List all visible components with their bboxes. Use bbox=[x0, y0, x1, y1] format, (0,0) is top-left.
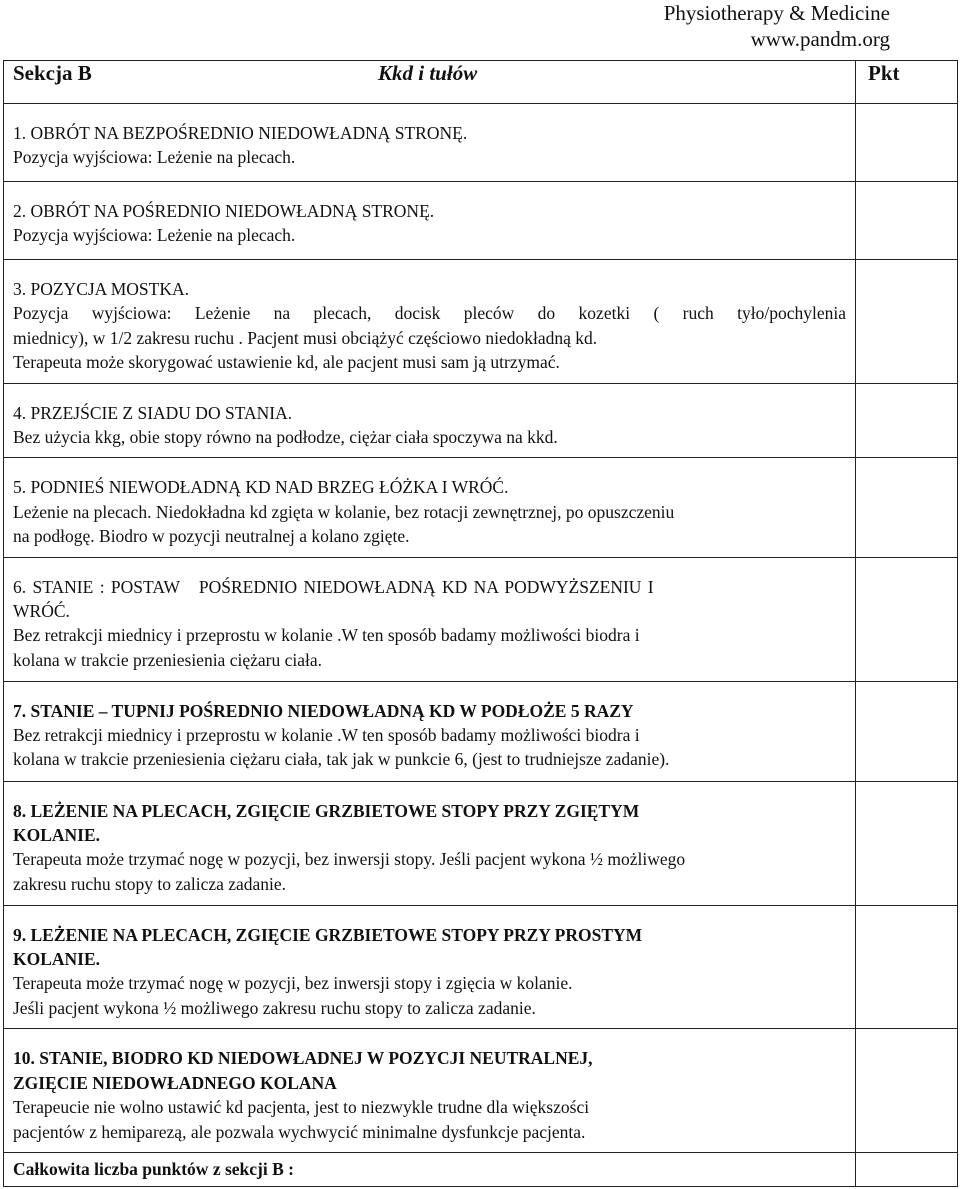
table-row bbox=[4, 1029, 958, 1153]
section-b-score-table bbox=[3, 60, 958, 1187]
points-header: Pkt bbox=[856, 61, 958, 104]
points-cell[interactable] bbox=[856, 383, 958, 458]
points-cell[interactable] bbox=[856, 557, 958, 681]
item-description-line: Pozycja wyjściowa: Leżenie na plecach, docisk pleców do kozetki ( ruch tyło/pochylenia bbox=[13, 303, 846, 324]
item-description: Pozycja wyjściowa: Leżenie na plecach. bbox=[13, 147, 296, 168]
item-description-line: Bez retrakcji miednicy i przeprostu w kolanie .W ten sposób badamy możliwości biodra i bbox=[13, 625, 640, 646]
item-description-line: na podłogę. Biodro w pozycji neutralnej a kolano zgięte. bbox=[13, 526, 410, 547]
item-cell bbox=[4, 905, 856, 1029]
total-label: Całkowita liczba punktów z sekcji B : bbox=[4, 1153, 856, 1187]
item-title: 2. OBRÓT NA POŚREDNIO NIEDOWŁADNĄ STRONĘ. bbox=[13, 201, 435, 221]
total-row bbox=[4, 1153, 958, 1187]
item-cell bbox=[4, 182, 856, 260]
item-cell bbox=[4, 1029, 856, 1153]
item-title: 4. PRZEJŚCIE Z SIADU DO STANIA. bbox=[13, 402, 293, 423]
item-description: Bez użycia kkg, obie stopy równo na podłodze, ciężar ciała spoczywa na kkd. bbox=[13, 427, 558, 448]
total-points-cell[interactable] bbox=[856, 1153, 958, 1187]
table-row bbox=[4, 383, 958, 458]
item-cell bbox=[4, 781, 856, 905]
table-row bbox=[4, 905, 958, 1029]
page-header bbox=[664, 0, 890, 52]
table-row bbox=[4, 781, 958, 905]
item-title: 6. STANIE : POSTAW POŚREDNIO NIEDOWŁADNĄ KD NA PODWYŻSZENIU I bbox=[13, 576, 654, 597]
item-description-line: Terapeuta może skorygować ustawienie kd, ale pacjent musi sam ją utrzymać. bbox=[13, 352, 560, 373]
table-row bbox=[4, 260, 958, 384]
table-row bbox=[4, 681, 958, 781]
item-description-line: Terapeucie nie wolno ustawić kd pacjenta, jest to niezwykle trudne dla większości bbox=[13, 1097, 590, 1118]
header-website: www.pandm.org bbox=[750, 27, 890, 51]
item-title-continued: ZGIĘCIE NIEDOWŁADNEGO KOLANA bbox=[13, 1072, 337, 1093]
item-cell bbox=[4, 104, 856, 182]
item-description-line: Jeśli pacjent wykona ½ możliwego zakresu ruchu stopy to zalicza zadanie. bbox=[13, 997, 536, 1018]
item-description-line: Terapeuta może trzymać nogę w pozycji, bez inwersji stopy. Jeśli pacjent wykona ½ możliwego bbox=[13, 849, 686, 870]
item-cell bbox=[4, 260, 856, 384]
item-cell bbox=[4, 383, 856, 458]
item-description-line: Bez retrakcji miednicy i przeprostu w kolanie .W ten sposób badamy możliwości biodra i bbox=[13, 725, 640, 746]
table-row bbox=[4, 182, 958, 260]
table-row bbox=[4, 557, 958, 681]
points-cell[interactable] bbox=[856, 104, 958, 182]
item-cell bbox=[4, 681, 856, 781]
points-cell[interactable] bbox=[856, 182, 958, 260]
item-description-line: zakresu ruchu stopy to zalicza zadanie. bbox=[13, 873, 287, 894]
points-cell[interactable] bbox=[856, 458, 958, 557]
points-cell[interactable] bbox=[856, 781, 958, 905]
item-title: 9. LEŻENIE NA PLECACH, ZGIĘCIE GRZBIETOWE STOPY PRZY PROSTYM bbox=[13, 924, 643, 945]
section-label: Sekcja B bbox=[13, 61, 92, 85]
table-header-cell: Sekcja B Kkd i tułów bbox=[4, 61, 856, 104]
item-cell bbox=[4, 458, 856, 557]
points-cell[interactable] bbox=[856, 260, 958, 384]
points-cell[interactable] bbox=[856, 681, 958, 781]
item-cell bbox=[4, 557, 856, 681]
item-title: 5. PODNIEŚ NIEWODŁADNĄ KD NAD BRZEG ŁÓŻKA I WRÓĆ. bbox=[13, 477, 509, 498]
item-title: 7. STANIE – TUPNIJ POŚREDNIO NIEDOWŁADNĄ KD W PODŁOŻE 5 RAZY bbox=[13, 700, 634, 721]
item-description-line: miednicy), w 1/2 zakresu ruchu . Pacjent musi obciążyć częściowo niedokładną kd. bbox=[13, 327, 598, 348]
item-title-continued: KOLANIE. bbox=[13, 825, 101, 846]
header-journal-name: Physiotherapy & Medicine bbox=[663, 1, 890, 25]
item-title: 3. POZYCJA MOSTKA. bbox=[13, 279, 189, 299]
table-row bbox=[4, 104, 958, 182]
item-description-line: pacjentów z hemiparezą, ale pozwala wychwycić minimalne dysfunkcje pacjenta. bbox=[13, 1121, 586, 1142]
item-title: 1. OBRÓT NA BEZPOŚREDNIO NIEDOWŁADNĄ STRONĘ. bbox=[13, 123, 468, 143]
table-header-row bbox=[4, 61, 958, 104]
item-description-line: Terapeuta może trzymać nogę w pozycji, bez inwersji stopy i zgięcia w kolanie. bbox=[13, 973, 573, 994]
item-description: Pozycja wyjściowa: Leżenie na plecach. bbox=[13, 225, 296, 246]
points-cell[interactable] bbox=[856, 905, 958, 1029]
item-description-line: kolana w trakcie przeniesienia ciężaru ciała, tak jak w punkcie 6, (jest to trudniejsze zadanie). bbox=[13, 749, 670, 770]
item-description-line: Leżenie na plecach. Niedokładna kd zgięta w kolanie, bez rotacji zewnętrznej, po opuszczeniu bbox=[13, 501, 675, 522]
item-description-line: kolana w trakcie przeniesienia ciężaru ciała. bbox=[13, 649, 322, 670]
table-row bbox=[4, 458, 958, 557]
item-title: 10. STANIE, BIODRO KD NIEDOWŁADNEJ W POZYCJI NEUTRALNEJ, bbox=[13, 1048, 593, 1069]
item-title-continued: WRÓĆ. bbox=[13, 601, 70, 622]
points-cell[interactable] bbox=[856, 1029, 958, 1153]
item-title: 8. LEŻENIE NA PLECACH, ZGIĘCIE GRZBIETOWE STOPY PRZY ZGIĘTYM bbox=[13, 800, 640, 821]
item-title-continued: KOLANIE. bbox=[13, 949, 101, 970]
